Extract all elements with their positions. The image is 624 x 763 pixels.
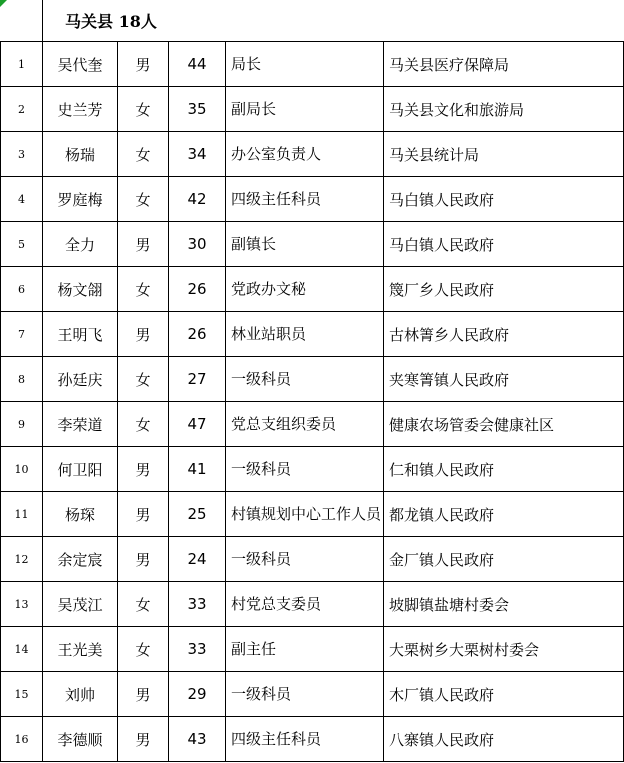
person-sex: 女 [118, 402, 169, 447]
person-name: 余定宸 [43, 537, 118, 582]
person-organization: 金厂镇人民政府 [384, 537, 624, 582]
table-row [1, 267, 624, 312]
person-organization: 八寨镇人民政府 [384, 717, 624, 762]
person-sex: 女 [118, 582, 169, 627]
person-age: 41 [169, 447, 226, 492]
person-position: 党总支组织委员 [226, 402, 384, 447]
person-organization: 木厂镇人民政府 [384, 672, 624, 717]
person-sex: 女 [118, 267, 169, 312]
table-row [1, 312, 624, 357]
table-row [1, 402, 624, 447]
row-number: 11 [1, 492, 43, 537]
row-number: 12 [1, 537, 43, 582]
person-name: 杨文翖 [43, 267, 118, 312]
row-number: 6 [1, 267, 43, 312]
person-position: 四级主任科员 [226, 177, 384, 222]
person-organization: 仁和镇人民政府 [384, 447, 624, 492]
person-age: 33 [169, 582, 226, 627]
table-row [1, 42, 624, 87]
person-position: 村党总支委员 [226, 582, 384, 627]
person-sex: 男 [118, 717, 169, 762]
person-sex: 男 [118, 222, 169, 267]
person-organization: 篾厂乡人民政府 [384, 267, 624, 312]
person-age: 30 [169, 222, 226, 267]
person-sex: 女 [118, 87, 169, 132]
person-age: 26 [169, 267, 226, 312]
person-position: 一级科员 [226, 357, 384, 402]
person-sex: 女 [118, 357, 169, 402]
person-age: 33 [169, 627, 226, 672]
table-row [1, 582, 624, 627]
person-name: 李德顺 [43, 717, 118, 762]
row-number: 7 [1, 312, 43, 357]
table-row [1, 492, 624, 537]
person-sex: 男 [118, 312, 169, 357]
person-position: 办公室负责人 [226, 132, 384, 177]
table-row [1, 357, 624, 402]
table-row [1, 87, 624, 132]
person-name: 罗庭梅 [43, 177, 118, 222]
row-number: 15 [1, 672, 43, 717]
row-number: 13 [1, 582, 43, 627]
person-sex: 男 [118, 492, 169, 537]
person-organization: 马关县医疗保障局 [384, 42, 624, 87]
person-organization: 坡脚镇盐塘村委会 [384, 582, 624, 627]
row-number: 8 [1, 357, 43, 402]
person-position: 一级科员 [226, 447, 384, 492]
row-number: 2 [1, 87, 43, 132]
person-organization: 都龙镇人民政府 [384, 492, 624, 537]
person-sex: 男 [118, 42, 169, 87]
person-name: 李荣道 [43, 402, 118, 447]
person-organization: 马关县文化和旅游局 [384, 87, 624, 132]
person-age: 29 [169, 672, 226, 717]
table-row [1, 672, 624, 717]
row-number: 16 [1, 717, 43, 762]
person-position: 副主任 [226, 627, 384, 672]
person-organization: 健康农场管委会健康社区 [384, 402, 624, 447]
row-number: 1 [1, 42, 43, 87]
person-name: 王光美 [43, 627, 118, 672]
person-position: 党政办文秘 [226, 267, 384, 312]
row-number: 14 [1, 627, 43, 672]
person-sex: 男 [118, 447, 169, 492]
person-position: 四级主任科员 [226, 717, 384, 762]
person-sex: 男 [118, 672, 169, 717]
person-name: 王明飞 [43, 312, 118, 357]
person-position: 副局长 [226, 87, 384, 132]
person-name: 史兰芳 [43, 87, 118, 132]
person-age: 42 [169, 177, 226, 222]
person-sex: 女 [118, 627, 169, 672]
title-row [1, 0, 624, 42]
person-name: 杨瑞 [43, 132, 118, 177]
person-age: 34 [169, 132, 226, 177]
table-row [1, 537, 624, 582]
person-organization: 马关县统计局 [384, 132, 624, 177]
person-sex: 男 [118, 537, 169, 582]
person-age: 43 [169, 717, 226, 762]
person-position: 一级科员 [226, 537, 384, 582]
person-name: 杨琛 [43, 492, 118, 537]
person-position: 一级科员 [226, 672, 384, 717]
person-organization: 夹寒箐镇人民政府 [384, 357, 624, 402]
table-row [1, 627, 624, 672]
row-number: 3 [1, 132, 43, 177]
person-age: 35 [169, 87, 226, 132]
table-row [1, 447, 624, 492]
person-position: 村镇规划中心工作人员 [226, 492, 384, 537]
person-name: 孙廷庆 [43, 357, 118, 402]
row-number: 4 [1, 177, 43, 222]
person-age: 47 [169, 402, 226, 447]
table-row [1, 132, 624, 177]
person-age: 25 [169, 492, 226, 537]
person-age: 26 [169, 312, 226, 357]
title-gutter-cell [1, 0, 43, 42]
row-number: 5 [1, 222, 43, 267]
person-organization: 马白镇人民政府 [384, 222, 624, 267]
person-organization: 古林箐乡人民政府 [384, 312, 624, 357]
person-name: 全力 [43, 222, 118, 267]
person-name: 吴代奎 [43, 42, 118, 87]
row-number: 10 [1, 447, 43, 492]
row-number: 9 [1, 402, 43, 447]
person-position: 林业站职员 [226, 312, 384, 357]
person-position: 副镇长 [226, 222, 384, 267]
person-organization: 马白镇人民政府 [384, 177, 624, 222]
table-row [1, 222, 624, 267]
person-name: 何卫阳 [43, 447, 118, 492]
person-position: 局长 [226, 42, 384, 87]
person-organization: 大栗树乡大栗树村委会 [384, 627, 624, 672]
table-row [1, 177, 624, 222]
table-row [1, 717, 624, 762]
person-age: 44 [169, 42, 226, 87]
person-age: 24 [169, 537, 226, 582]
person-age: 27 [169, 357, 226, 402]
county-title: 马关县 18人 [43, 0, 624, 42]
person-name: 吴茂江 [43, 582, 118, 627]
person-name: 刘帅 [43, 672, 118, 717]
person-sex: 女 [118, 177, 169, 222]
person-sex: 女 [118, 132, 169, 177]
